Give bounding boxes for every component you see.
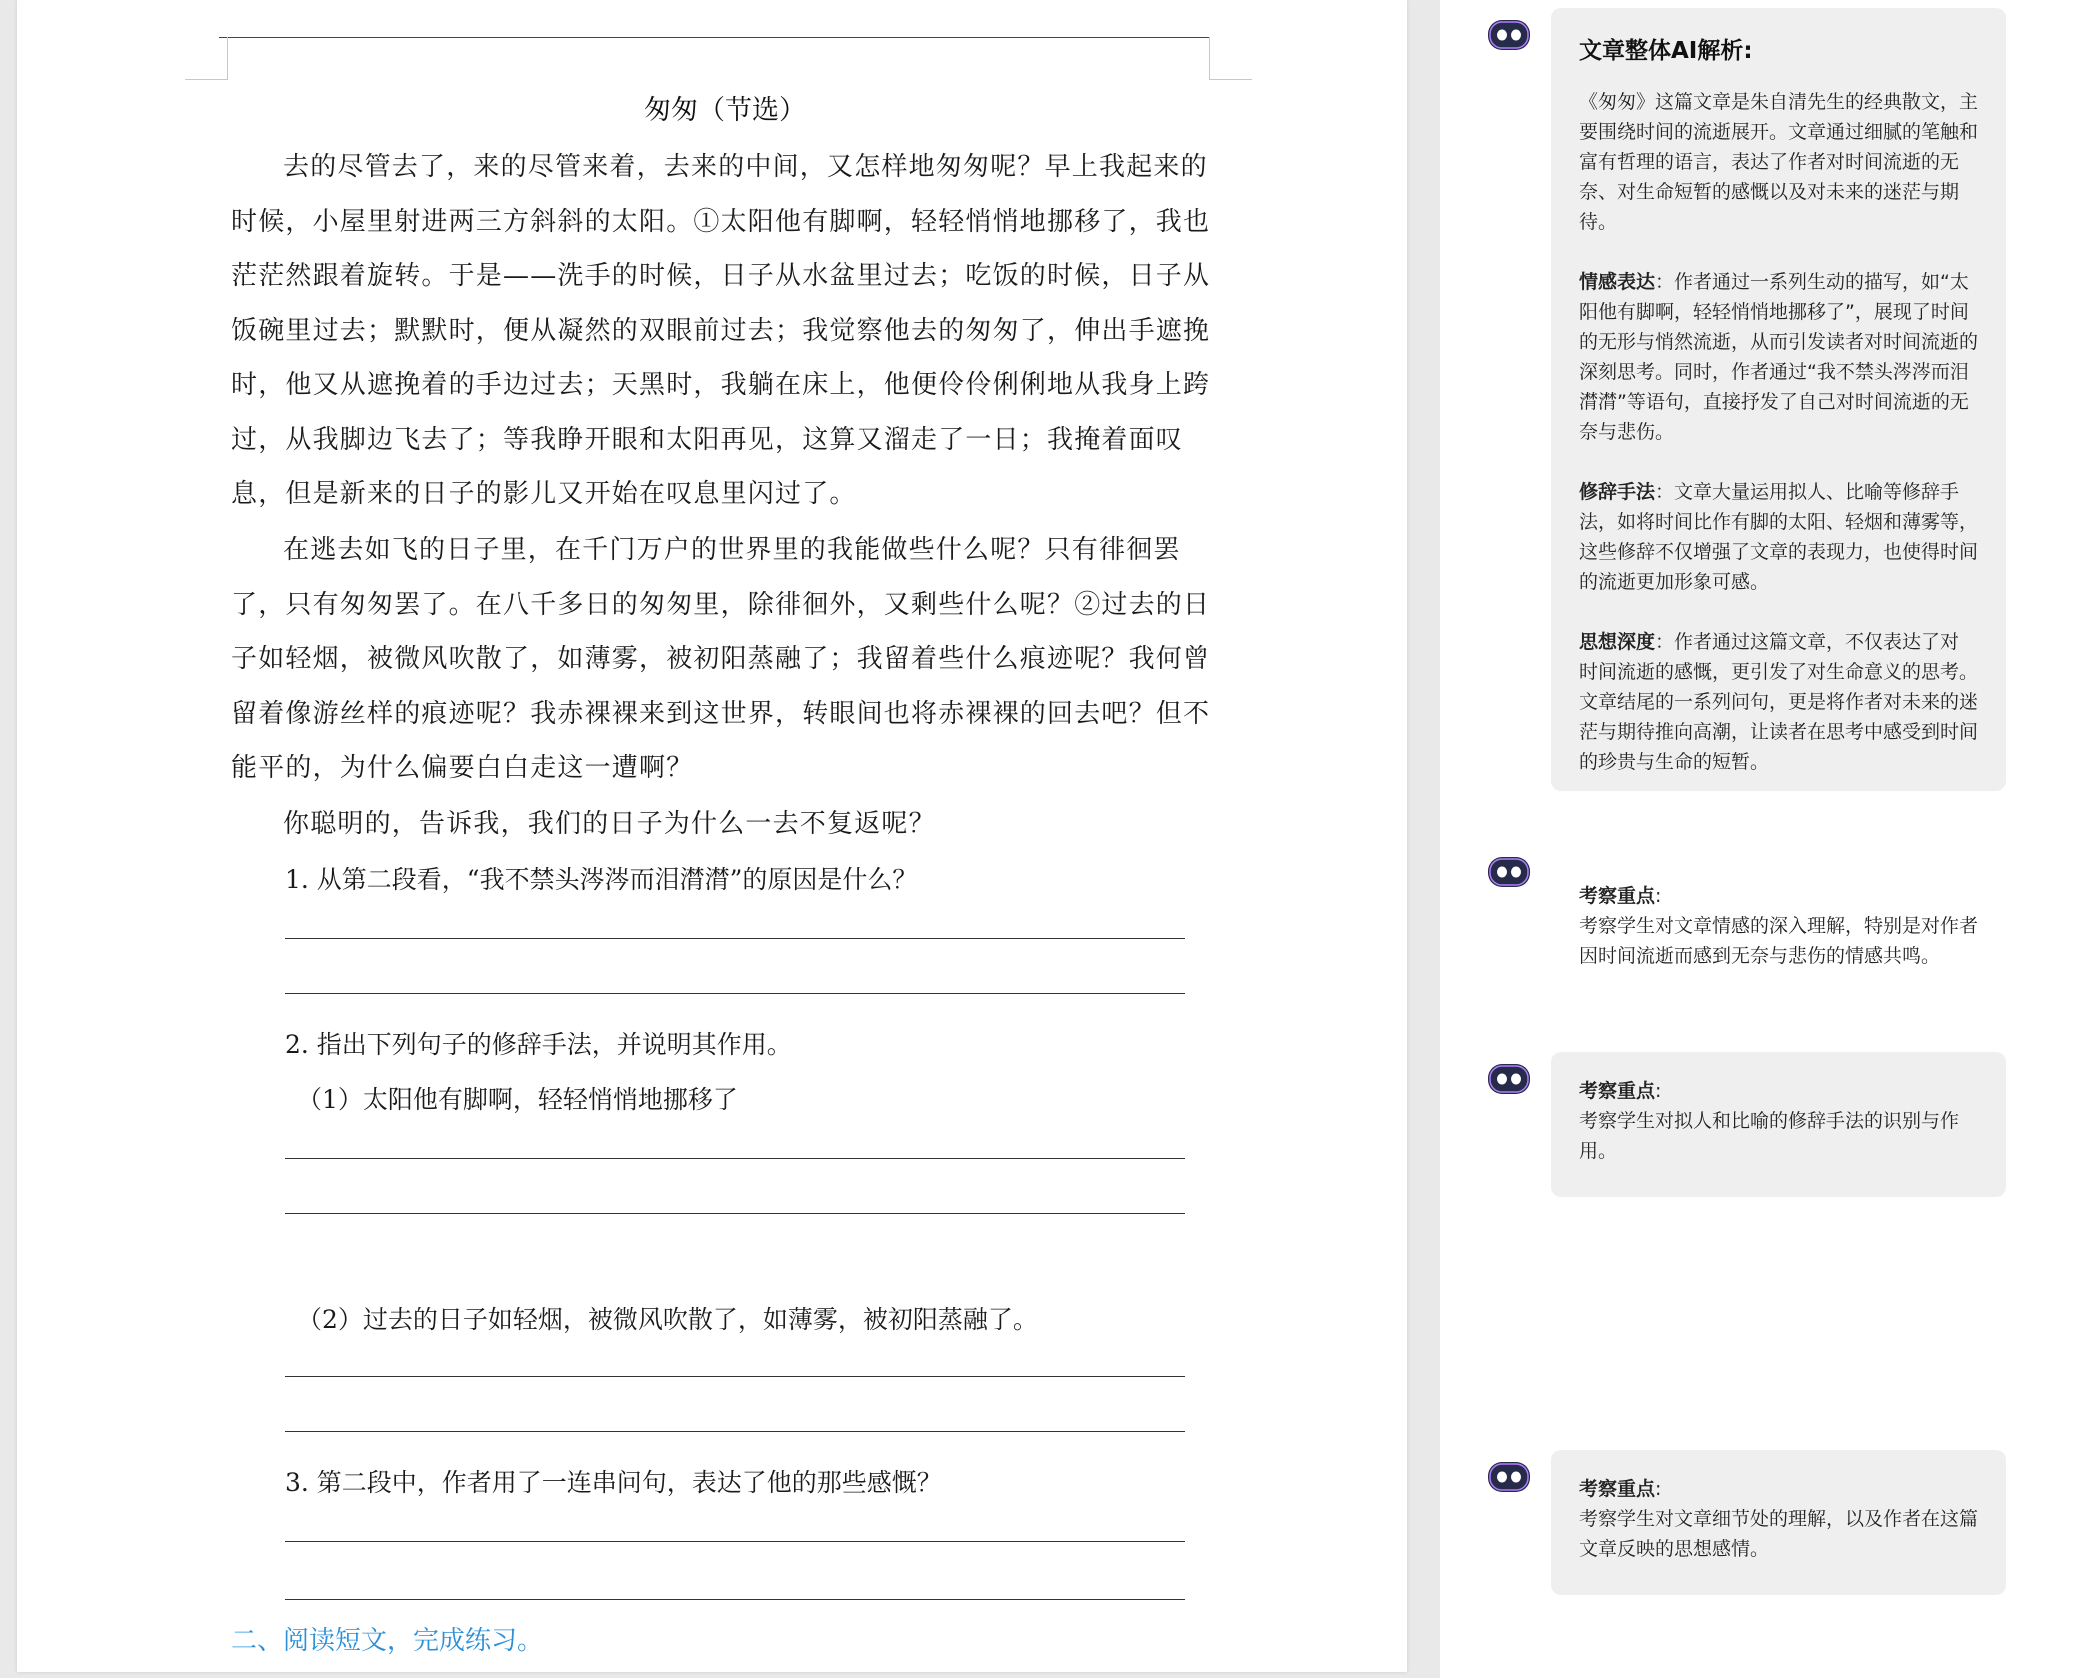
focus-text: 考察学生对拟人和比喻的修辞手法的识别与作用。: [1579, 1110, 1960, 1162]
focus-colon: :: [1655, 885, 1662, 907]
question-2: 2. 指出下列句子的修辞手法，并说明其作用。: [285, 1030, 792, 1059]
overall-intro: 《匆匆》这篇文章是朱自清先生的经典散文，主要围绕时间的流逝展开。文章通过细腻的笔触和富有哲理的语言，表达了作者对时间流逝的无奈、对生命短暂的感慨以及对未来的迷茫与期待。: [1579, 91, 1979, 233]
analysis-depth-text: ：作者通过这篇文章，不仅表达了对时间流逝的感慨，更引发了对生命意义的思考。文章结尾的一系列问句，更是将作者对未来的迷茫与期待推向高潮，让读者在思考中感受到时间的珍贵与生命的短暂。: [1579, 631, 1979, 773]
answer-line[interactable]: [285, 1213, 1185, 1214]
analysis-rhetoric: [1579, 477, 1978, 597]
question-3: 3. 第二段中，作者用了一连串问句，表达了他的那些感慨？: [285, 1468, 942, 1497]
focus-label: 考察重点: [1579, 1478, 1656, 1500]
analysis-emotion-text: ：作者通过一系列生动的描写，如“太阳他有脚啊，轻轻悄悄地挪移了”，展现了时间的无形与悄然流逝，从而引发读者对时间流逝的深刻思考。同时，作者通过“我不禁头涔涔而泪潸潸”等语句，直接抒发了自己对时间流逝的无奈与悲伤。: [1579, 271, 1979, 443]
analysis-emotion-label: 情感表达: [1579, 271, 1656, 293]
focus-text: 考察学生对文章细节处的理解，以及作者在这篇文章反映的思想感情。: [1579, 1508, 1979, 1560]
focus-text: 考察学生对文章情感的深入理解，特别是对作者因时间流逝而感到无奈与悲伤的情感共鸣。: [1579, 915, 1979, 967]
article-title: 匆匆（节选）: [644, 95, 806, 126]
overall-analysis-card: [1551, 8, 2006, 791]
focus-card-question-2: [1551, 1052, 2006, 1197]
robot-assistant-icon: [1487, 1062, 1531, 1096]
focus-colon: :: [1655, 1080, 1662, 1102]
analysis-emotion: [1579, 267, 1978, 447]
overall-analysis-title: 文章整体AI解析:: [1579, 38, 1753, 64]
answer-line[interactable]: [285, 1158, 1185, 1159]
section-heading: 二、阅读短文，完成练习。: [231, 1626, 544, 1656]
paragraph-1: 去的尽管去了，来的尽管来着，去来的中间，又怎样地匆匆呢？早上我起来的时候，小屋里射进两三方斜斜的太阳。①太阳他有脚啊，轻轻悄悄地挪移了，我也茫茫然跟着旋转。于是——洗手的时候，日子从水盆里过去；吃饭的时候，日子从饭碗里过去；默默时，便从凝然的双眼前过去；我觉察他去的匆匆了，伸出手遮挽时，他又从遮挽着的手边过去；天黑时，我躺在床上，他便伶伶俐俐地从我身上跨过，从我脚边飞去了；等我睁开眼和太阳再见，这算又溜走了一日；我掩着面叹息，但是新来的日子的影儿又开始在叹息里闪过了。: [231, 152, 1211, 509]
answer-line[interactable]: [285, 1431, 1185, 1432]
answer-line[interactable]: [285, 938, 1185, 939]
answer-line[interactable]: [285, 993, 1185, 994]
robot-assistant-icon: [1487, 1460, 1531, 1494]
answer-line[interactable]: [285, 1599, 1185, 1600]
question-2-part-2: （2）过去的日子如轻烟，被微风吹散了，如薄雾，被初阳蒸融了。: [297, 1305, 1038, 1334]
document-page: [17, 0, 1407, 1672]
focus-label: 考察重点: [1579, 1080, 1656, 1102]
analysis-rhetoric-label: 修辞手法: [1579, 481, 1656, 503]
margin-corner-left: [185, 37, 228, 80]
question-2-part-1: （1）太阳他有脚啊，轻轻悄悄地挪移了: [297, 1085, 738, 1114]
focus-card-question-1: [1551, 857, 2006, 977]
analysis-rhetoric-text: ：文章大量运用拟人、比喻等修辞手法，如将时间比作有脚的太阳、轻烟和薄雾等，这些修辞不仅增强了文章的表现力，也使得时间的流逝更加形象可感。: [1579, 481, 1979, 593]
paragraph-2: 在逃去如飞的日子里，在千门万户的世界里的我能做些什么呢？只有徘徊罢了，只有匆匆罢了。在八千多日的匆匆里，除徘徊外，又剩些什么呢？②过去的日子如轻烟，被微风吹散了，如薄雾，被初阳蒸融了；我留着些什么痕迹呢？我何曾留着像游丝样的痕迹呢？我赤裸裸来到这世界，转眼间也将赤裸裸的回去吧？但不能平的，为什么偏要白白走这一遭啊？: [231, 535, 1211, 783]
paragraph-3: 你聪明的，告诉我，我们的日子为什么一去不复返呢？: [283, 809, 936, 839]
header-rule: [219, 37, 1209, 38]
margin-corner-right: [1209, 37, 1252, 80]
answer-line[interactable]: [285, 1541, 1185, 1542]
analysis-depth: [1579, 627, 1978, 777]
analysis-depth-label: 思想深度: [1579, 631, 1656, 653]
focus-label: 考察重点: [1579, 885, 1656, 907]
robot-assistant-icon: [1487, 855, 1531, 889]
answer-line[interactable]: [285, 1376, 1185, 1377]
robot-assistant-icon: [1487, 18, 1531, 52]
question-1: 1. 从第二段看，“我不禁头涔涔而泪潸潸”的原因是什么？: [285, 865, 918, 894]
focus-card-question-3: [1551, 1450, 2006, 1595]
focus-colon: :: [1655, 1478, 1662, 1500]
